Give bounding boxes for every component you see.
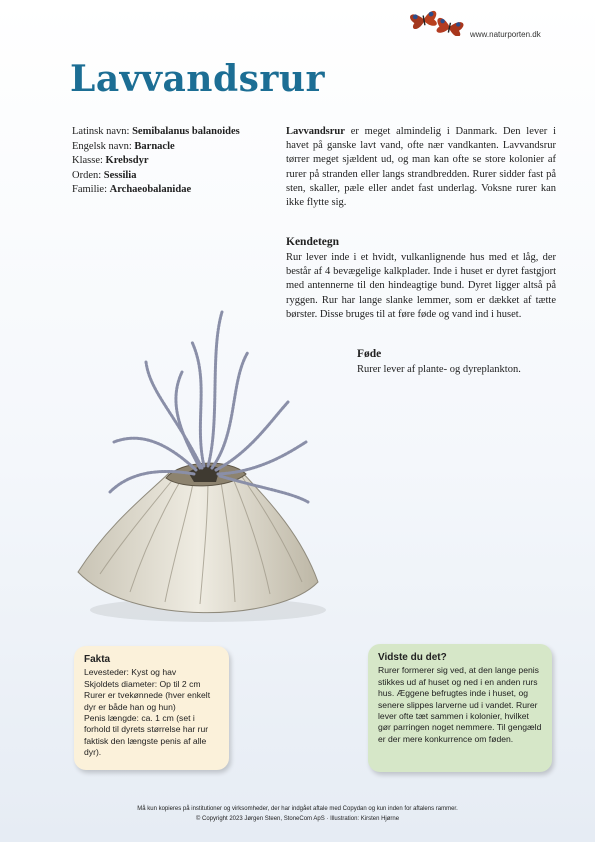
intro-bold: Lavvandsrur <box>286 126 345 137</box>
class-row <box>72 154 240 169</box>
barnacle-illustration <box>70 292 330 642</box>
fode-text: Rurer lever af plante- og dyreplankton. <box>357 364 521 375</box>
english-name-row <box>72 140 240 155</box>
fakta-line: Levesteder: Kyst og hav <box>84 667 177 678</box>
class-label: Klasse: <box>72 155 103 166</box>
family-value: Archaeobalanidae <box>109 184 192 195</box>
fakta-line: Penis længde: ca. 1 cm (set i forhold til dyrets størrelse har rur faktisk den længste penis af alle dyr). <box>84 713 209 758</box>
order-value: Sessilia <box>103 169 137 181</box>
fakta-line: Rurer er tvekønnede (hver enkelt dyr er både han og hun) <box>84 690 211 712</box>
butterfly-icon <box>404 6 470 36</box>
family-row <box>72 183 240 198</box>
kendetegn-heading: Kendetegn <box>286 236 340 248</box>
intro-text: er meget almindelig i Danmark. Den lever i havet på ganske lavt vand, ofte nær vandkanten. Lavvandsrur tørrer meget sjældent ud, og man kan ofte se store kolonier af rurer på stranden eller langs strandbredden. Rurer sidder fast på sten, skaller, pæle eller andet fast underlag. Voksne rurer kan ikke flytte sig. <box>286 126 556 209</box>
footer-license: Må kun kopieres på institutioner og virksomheder, der har indgået aftale med Copydan og kun inden for aftalens rammer. <box>137 806 458 812</box>
english-value: Barnacle <box>134 140 175 152</box>
vidste-heading: Vidste du det? <box>378 652 447 663</box>
latin-name-row <box>72 125 240 140</box>
latin-value: Semibalanus balanoides <box>132 126 240 137</box>
family-label: Familie: <box>72 184 107 195</box>
intro-paragraph <box>286 125 556 210</box>
vidste-box <box>368 644 552 772</box>
order-row <box>72 169 240 184</box>
footer-copyright: © Copyright 2023 Jørgen Steen, StoneCom ApS · Illustration: Kirsten Hjørne <box>195 816 400 822</box>
kendetegn-text: Rur lever inde i et hvidt, vulkanlignende hus med et låg, der består af 4 bevægelige kalkplader. Inde i huset er dyret fastgjort med antennerne til den hindeagtige bund. Dyret ligger altså på ryggen. Rur har lange slanke lemmer, som er dækket af tætte børster. Disse bruges til at føre føde og vand ind i huset. <box>286 252 556 320</box>
fakta-line: Skjoldets diameter: Op til 2 cm <box>84 678 201 689</box>
english-label: Engelsk navn: <box>72 140 132 152</box>
page-title: Lavvandsrur <box>70 58 326 100</box>
fakta-box <box>74 646 229 770</box>
fakta-heading: Fakta <box>84 654 111 665</box>
vidste-text: Rurer formerer sig ved, at den lange penis stikkes ud af huset og ned i en anden rurs hus. Æggene befrugtes inde i huset, og senere slippes larverne ud i vandet. Rurer lever ofte tæt sammen i kolonier, hvilket gør parringen noget nemmere. Til gengæld er der mere konkurrence om føden. <box>378 665 542 744</box>
fode-heading: Føde <box>357 348 382 360</box>
order-label: Orden: <box>72 169 102 181</box>
taxonomy-block <box>72 125 240 198</box>
latin-label: Latinsk navn: <box>72 126 130 137</box>
site-url[interactable]: www.naturporten.dk <box>470 30 541 39</box>
class-value: Krebsdyr <box>105 155 149 166</box>
